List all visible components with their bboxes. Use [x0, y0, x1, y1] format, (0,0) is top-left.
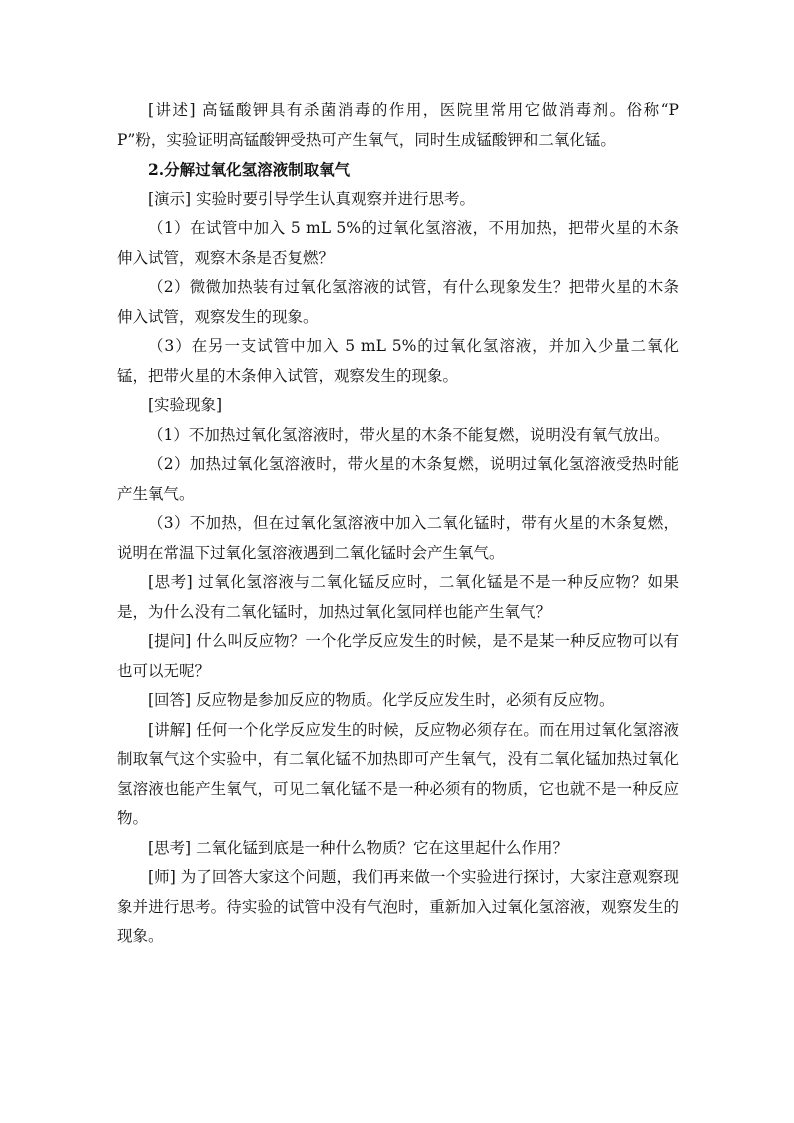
- paragraph-phenomenon-3: （3）不加热，但在过氧化氢溶液中加入二氧化锰时，带有火星的木条复燃，说明在常温下过氧化氢溶液遇到二氧化锰时会产生氧气。: [117, 514, 679, 562]
- paragraph-think-2: [思考] 二氧化锰到底是一种什么物质？它在这里起什么作用？: [148, 838, 569, 857]
- paragraph-step-3: （3）在另一支试管中加入 5 mL 5%的过氧化氢溶液，并加入少量二氧化锰，把带火星的木条伸入试管，观察发生的现象。: [117, 337, 679, 385]
- paragraph-phenomenon-label: [实验现象]: [148, 396, 223, 414]
- section-heading-hydrogen-peroxide: 2.分解过氧化氢溶液制取氧气: [148, 160, 351, 179]
- paragraph-demonstration: [演示] 实验时要引导学生认真观察并进行思考。: [148, 189, 476, 208]
- paragraph-question: [提问] 什么叫反应物？一个化学反应发生的时候，是不是某一种反应物可以有也可以无呢？: [117, 632, 679, 680]
- document-page: [117, 96, 679, 952]
- paragraph-phenomenon-2: （2）加热过氧化氢溶液时，带火星的木条复燃，说明过氧化氢溶液受热时能产生氧气。: [117, 455, 679, 503]
- paragraph-answer: [回答] 反应物是参加反应的物质。化学反应发生时，必须有反应物。: [148, 691, 615, 709]
- paragraph-teacher: [师] 为了回答大家这个问题，我们再来做一个实验进行探讨，大家注意观察现象并进行思考。待实验的试管中没有气泡时，重新加入过氧化氢溶液，观察发生的现象。: [117, 868, 679, 945]
- paragraph-explanation: [讲解] 任何一个化学反应发生的时候，反应物必须存在。而在用过氧化氢溶液制取氧气这个实验中，有二氧化锰不加热即可产生氧气，没有二氧化锰加热过氧化氢溶液也能产生氧气，可见二氧化锰不是一种必须有的物质，它也就不是一种反应物。: [117, 720, 679, 827]
- paragraph-think-1: [思考] 过氧化氢溶液与二氧化锰反应时，二氧化锰是不是一种反应物？如果是，为什么没有二氧化锰时，加热过氧化氢同样也能产生氧气？: [117, 573, 679, 621]
- paragraph-lecture-pp-powder: [讲述] 高锰酸钾具有杀菌消毒的作用，医院里常用它做消毒剂。俗称“PP”粉，实验证明高锰酸钾受热可产生氧气，同时生成锰酸钾和二氧化锰。: [117, 101, 679, 149]
- paragraph-step-1: （1）在试管中加入 5 mL 5%的过氧化氢溶液，不用加热，把带火星的木条伸入试管，观察木条是否复燃？: [117, 219, 679, 267]
- paragraph-step-2: （2）微微加热装有过氧化氢溶液的试管，有什么现象发生？把带火星的木条伸入试管，观察发生的现象。: [117, 278, 679, 326]
- paragraph-phenomenon-1: （1）不加热过氧化氢溶液时，带火星的木条不能复燃，说明没有氧气放出。: [148, 425, 670, 444]
